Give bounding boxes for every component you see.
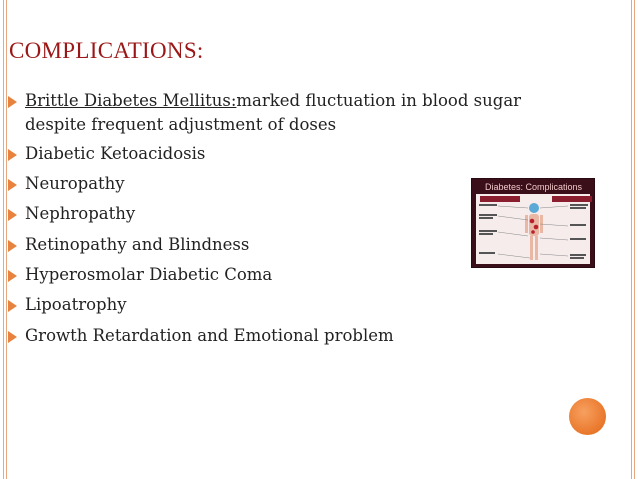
list-item	[8, 293, 127, 317]
left-border-line	[3, 0, 4, 479]
item-text: Lipoatrophy	[25, 295, 127, 314]
list-item	[8, 89, 521, 137]
body-figure-icon	[476, 194, 592, 266]
item-text: Neuropathy	[25, 174, 125, 193]
item-continuation: despite frequent adjustment of doses	[25, 115, 337, 134]
slide-title: COMPLICATIONS:	[9, 38, 204, 63]
bullet-arrow-icon	[8, 293, 20, 317]
image-panel	[476, 194, 590, 264]
bullet-arrow-icon	[8, 233, 20, 257]
bullet-arrow-icon	[8, 202, 20, 226]
item-text: Retinopathy and Blindness	[25, 235, 250, 254]
item-term: Brittle Diabetes Mellitus:	[25, 91, 237, 110]
bullet-arrow-icon	[8, 172, 20, 196]
bullet-arrow-icon	[8, 89, 20, 113]
list-item	[8, 324, 394, 348]
item-text: Growth Retardation and Emotional problem	[25, 326, 394, 345]
image-caption: Diabetes: Complications	[485, 182, 583, 192]
left-border-line	[6, 0, 7, 479]
item-text: Nephropathy	[25, 204, 136, 223]
item-text: Hyperosmolar Diabetic Coma	[25, 265, 273, 284]
bullet-arrow-icon	[8, 324, 20, 348]
list-item	[8, 263, 272, 287]
list-item	[8, 172, 125, 196]
item-text: marked fluctuation in blood sugar	[236, 91, 522, 110]
complications-diagram-image	[471, 178, 595, 268]
bullet-arrow-icon	[8, 142, 20, 166]
bullet-arrow-icon	[8, 263, 20, 287]
right-border-line	[631, 0, 632, 479]
right-border-line	[634, 0, 635, 479]
list-item	[8, 202, 135, 226]
orange-circle-decoration	[569, 398, 606, 435]
list-item	[8, 142, 205, 166]
list-item	[8, 233, 249, 257]
item-text: Diabetic Ketoacidosis	[25, 144, 206, 163]
